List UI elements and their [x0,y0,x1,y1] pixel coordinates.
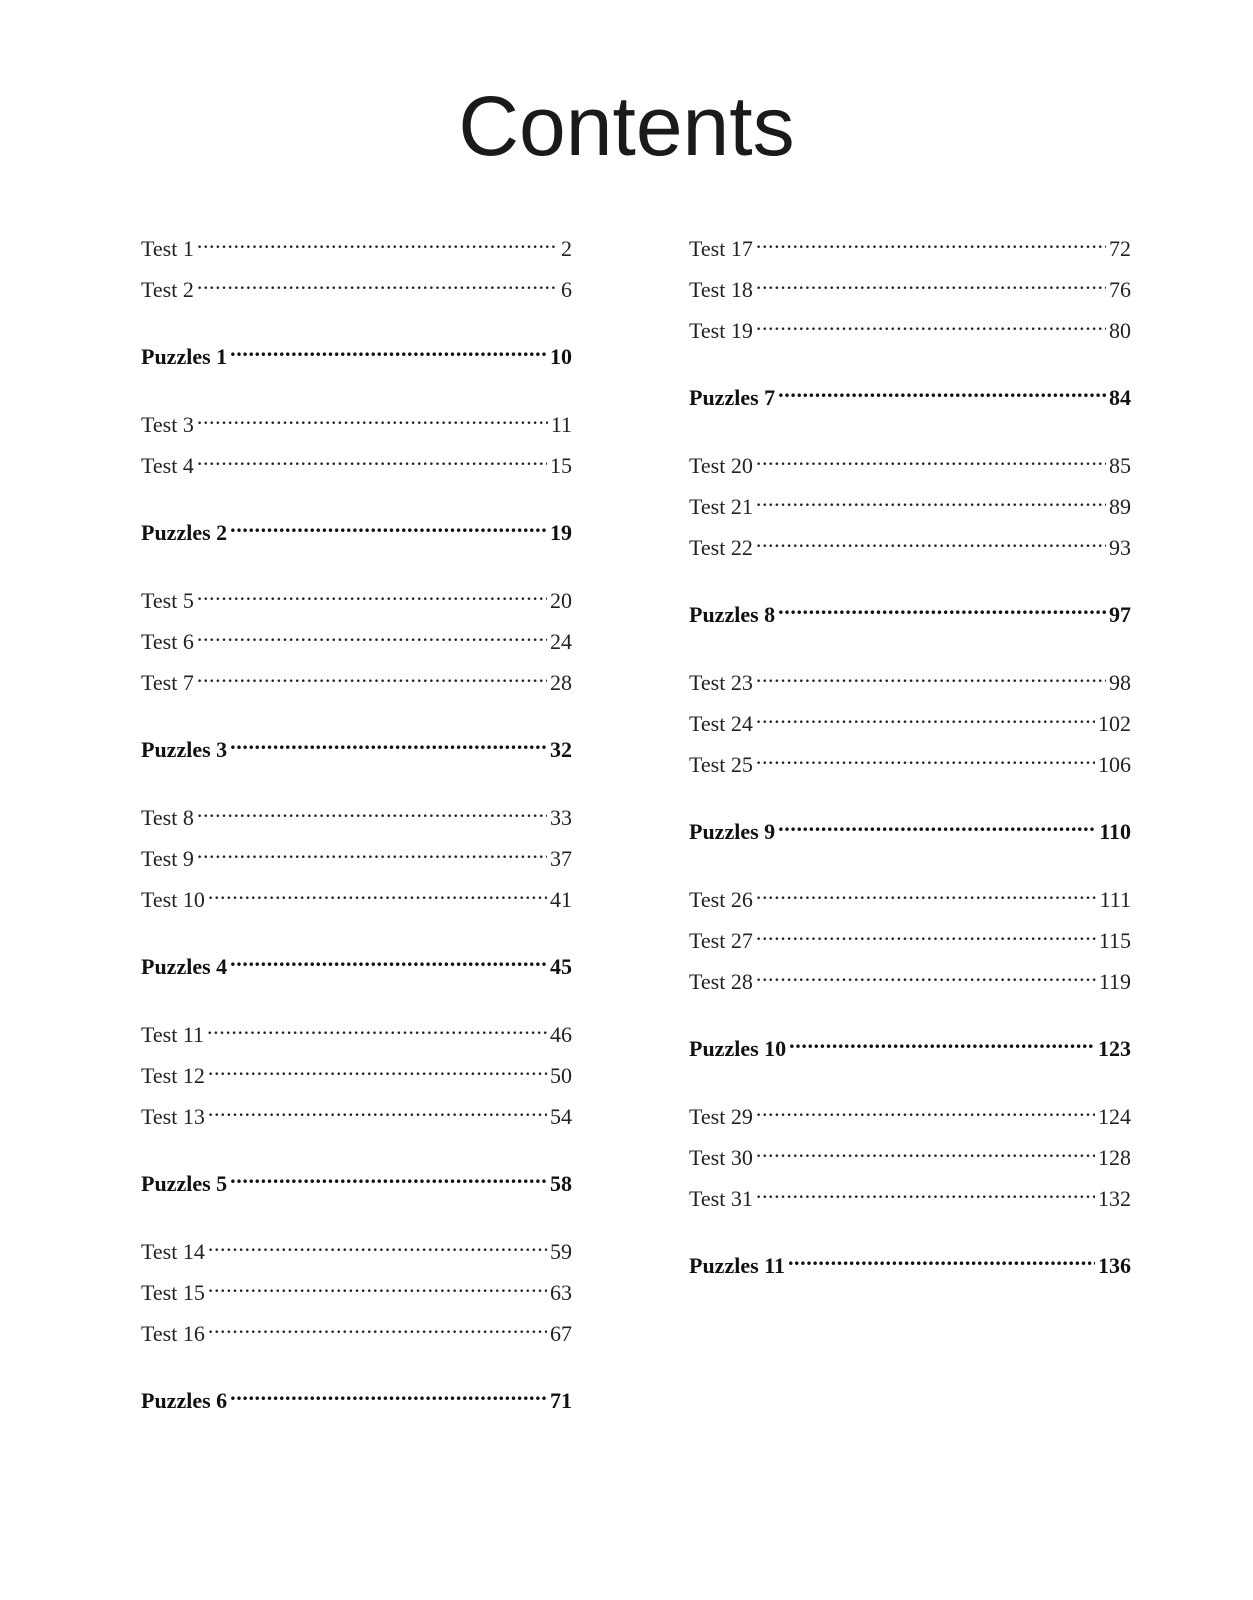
toc-entry-page: 106 [1098,752,1131,777]
toc-entry-page: 59 [550,1239,572,1264]
dot-leader [756,1176,1095,1206]
dot-leader [756,226,1106,256]
toc-entry[interactable] [689,660,1131,695]
dot-leader [230,1378,547,1408]
toc-entry-page: 71 [550,1388,572,1413]
toc-entry-page: 63 [550,1280,572,1305]
dot-leader [208,1311,547,1341]
toc-entry-page: 46 [550,1022,572,1047]
dot-leader [756,525,1106,555]
toc-entry[interactable] [689,959,1131,994]
toc-entry-label: Test 20 [689,453,753,478]
toc-entry[interactable] [689,742,1131,777]
toc-entry-label: Test 28 [689,969,753,994]
toc-entry-page: 6 [561,277,572,302]
toc-entry[interactable] [141,1229,572,1264]
toc-entry-label: Test 6 [141,629,194,654]
toc-entry-page: 119 [1098,969,1131,994]
dot-leader [788,1243,1095,1273]
toc-entry[interactable] [689,1094,1131,1129]
toc-entry-page: 124 [1098,1104,1131,1129]
toc-entry-page: 98 [1109,670,1131,695]
toc-entry-label: Puzzles 4 [141,954,228,979]
toc-entry[interactable] [689,443,1131,478]
toc-entry-label: Test 5 [141,588,194,613]
toc-entry-label: Test 22 [689,535,753,560]
toc-section-entry[interactable] [689,1026,1131,1061]
toc-section-entry[interactable] [141,1378,572,1413]
toc-entry-label: Test 27 [689,928,753,953]
toc-entry-page: 89 [1109,494,1131,519]
toc-entry[interactable] [141,1053,572,1088]
toc-entry-label: Test 19 [689,318,753,343]
dot-leader [197,226,558,256]
toc-entry-label: Test 26 [689,887,753,912]
toc-entry[interactable] [141,660,572,695]
dot-leader [197,660,547,690]
toc-entry[interactable] [689,1176,1131,1211]
toc-entry-label: Test 10 [141,887,205,912]
toc-entry-label: Puzzles 6 [141,1388,228,1413]
toc-entry-label: Test 12 [141,1063,205,1088]
dot-leader [756,308,1106,338]
dot-leader [756,484,1106,514]
toc-entry-page: 24 [550,629,572,654]
toc-entry-page: 93 [1109,535,1131,560]
toc-entry-page: 128 [1098,1145,1131,1170]
dot-leader [207,1012,547,1042]
dot-leader [778,375,1106,405]
toc-entry[interactable] [141,1270,572,1305]
toc-entry-page: 2 [561,236,572,261]
dot-leader [197,443,547,473]
dot-leader [756,1094,1095,1124]
toc-entry-page: 20 [550,588,572,613]
toc-entry-page: 136 [1098,1253,1131,1278]
dot-leader [756,660,1106,690]
toc-entry-label: Test 18 [689,277,753,302]
toc-entry[interactable] [141,836,572,871]
dot-leader [208,1053,547,1083]
toc-entry-page: 76 [1109,277,1131,302]
toc-entry-page: 115 [1098,928,1131,953]
dot-leader [756,701,1095,731]
toc-entry[interactable] [689,1135,1131,1170]
dot-leader [756,877,1097,907]
toc-section-entry[interactable] [689,1243,1131,1278]
toc-left-column [141,0,572,1600]
toc-entry-page: 33 [550,805,572,830]
toc-entry-label: Test 15 [141,1280,205,1305]
toc-entry-label: Puzzles 9 [689,819,776,844]
toc-entry-label: Test 23 [689,670,753,695]
toc-entry[interactable] [141,443,572,478]
dot-leader [208,1094,547,1124]
dot-leader [778,809,1096,839]
toc-entry-label: Test 29 [689,1104,753,1129]
toc-entry-label: Puzzles 7 [689,385,776,410]
dot-leader [230,510,547,540]
dot-leader [756,267,1106,297]
toc-entry-page: 32 [550,737,572,762]
toc-section-entry[interactable] [689,809,1131,844]
dot-leader [756,742,1095,772]
toc-entry-page: 37 [550,846,572,871]
toc-entry[interactable] [689,484,1131,519]
toc-entry-label: Test 3 [141,412,194,437]
toc-section-entry[interactable] [141,334,572,369]
toc-entry-label: Puzzles 11 [689,1253,785,1278]
toc-entry[interactable] [689,525,1131,560]
toc-entry[interactable] [141,267,572,302]
toc-entry-label: Test 4 [141,453,194,478]
dot-leader [197,578,547,608]
toc-entry-page: 132 [1098,1186,1131,1211]
toc-section-entry[interactable] [689,592,1131,627]
toc-entry-page: 85 [1109,453,1131,478]
toc-entry-page: 72 [1109,236,1131,261]
page-title: Contents [458,79,795,173]
toc-section-entry[interactable] [141,1161,572,1196]
toc-section-entry[interactable] [141,727,572,762]
toc-entry[interactable] [141,1311,572,1346]
dot-leader [208,1229,547,1259]
dot-leader [197,836,547,866]
toc-entry-label: Test 9 [141,846,194,871]
dot-leader [197,402,548,432]
toc-entry-label: Test 14 [141,1239,205,1264]
toc-entry-label: Test 7 [141,670,194,695]
dot-leader [197,795,547,825]
toc-entry-label: Puzzles 8 [689,602,776,627]
toc-entry-label: Test 24 [689,711,753,736]
toc-entry-page: 10 [550,344,572,369]
toc-entry-page: 28 [550,670,572,695]
toc-entry-label: Test 1 [141,236,194,261]
toc-entry[interactable] [689,226,1131,261]
toc-entry[interactable] [141,226,572,261]
toc-entry-label: Test 16 [141,1321,205,1346]
toc-right-column [689,0,1131,1600]
dot-leader [230,1161,547,1191]
toc-section-entry[interactable] [689,375,1131,410]
dot-leader [230,727,547,757]
toc-entry-label: Test 21 [689,494,753,519]
toc-entry-page: 80 [1109,318,1131,343]
toc-entry-page: 54 [550,1104,572,1129]
toc-entry-page: 19 [550,520,572,545]
toc-entry-page: 123 [1098,1036,1131,1061]
toc-entry[interactable] [141,795,572,830]
toc-entry[interactable] [689,701,1131,736]
toc-entry[interactable] [141,1012,572,1047]
toc-entry-label: Puzzles 3 [141,737,228,762]
toc-entry-label: Puzzles 1 [141,344,228,369]
toc-entry-label: Puzzles 5 [141,1171,228,1196]
toc-entry-label: Test 2 [141,277,194,302]
toc-entry[interactable] [689,267,1131,302]
toc-entry-page: 102 [1098,711,1131,736]
toc-entry-label: Puzzles 10 [689,1036,787,1061]
toc-entry-label: Test 31 [689,1186,753,1211]
toc-entry-page: 11 [550,412,572,437]
toc-entry-page: 50 [550,1063,572,1088]
toc-entry[interactable] [141,402,572,437]
dot-leader [778,592,1106,622]
dot-leader [197,619,547,649]
toc-entry-label: Test 25 [689,752,753,777]
toc-entry[interactable] [141,619,572,654]
toc-entry[interactable] [689,918,1131,953]
dot-leader [756,959,1096,989]
toc-entry-page: 110 [1099,819,1131,844]
toc-entry-page: 45 [550,954,572,979]
toc-entry-label: Test 30 [689,1145,753,1170]
dot-leader [756,918,1096,948]
toc-entry-page: 41 [550,887,572,912]
dot-leader [208,1270,547,1300]
toc-entry[interactable] [141,1094,572,1129]
toc-entry-label: Test 17 [689,236,753,261]
toc-entry-label: Test 8 [141,805,194,830]
dot-leader [230,944,547,974]
toc-entry[interactable] [689,877,1131,912]
toc-section-entry[interactable] [141,944,572,979]
toc-entry-page: 111 [1099,887,1131,912]
dot-leader [789,1026,1095,1056]
toc-entry[interactable] [141,877,572,912]
toc-entry-label: Puzzles 2 [141,520,228,545]
dot-leader [230,334,547,364]
toc-section-entry[interactable] [141,510,572,545]
toc-entry[interactable] [689,308,1131,343]
dot-leader [756,443,1106,473]
toc-entry[interactable] [141,578,572,613]
toc-entry-page: 15 [550,453,572,478]
dot-leader [208,877,547,907]
toc-entry-page: 84 [1109,385,1131,410]
toc-entry-page: 67 [550,1321,572,1346]
toc-entry-label: Test 11 [141,1022,205,1047]
toc-entry-page: 58 [550,1171,572,1196]
dot-leader [197,267,558,297]
dot-leader [756,1135,1095,1165]
toc-entry-page: 97 [1109,602,1131,627]
toc-entry-label: Test 13 [141,1104,205,1129]
